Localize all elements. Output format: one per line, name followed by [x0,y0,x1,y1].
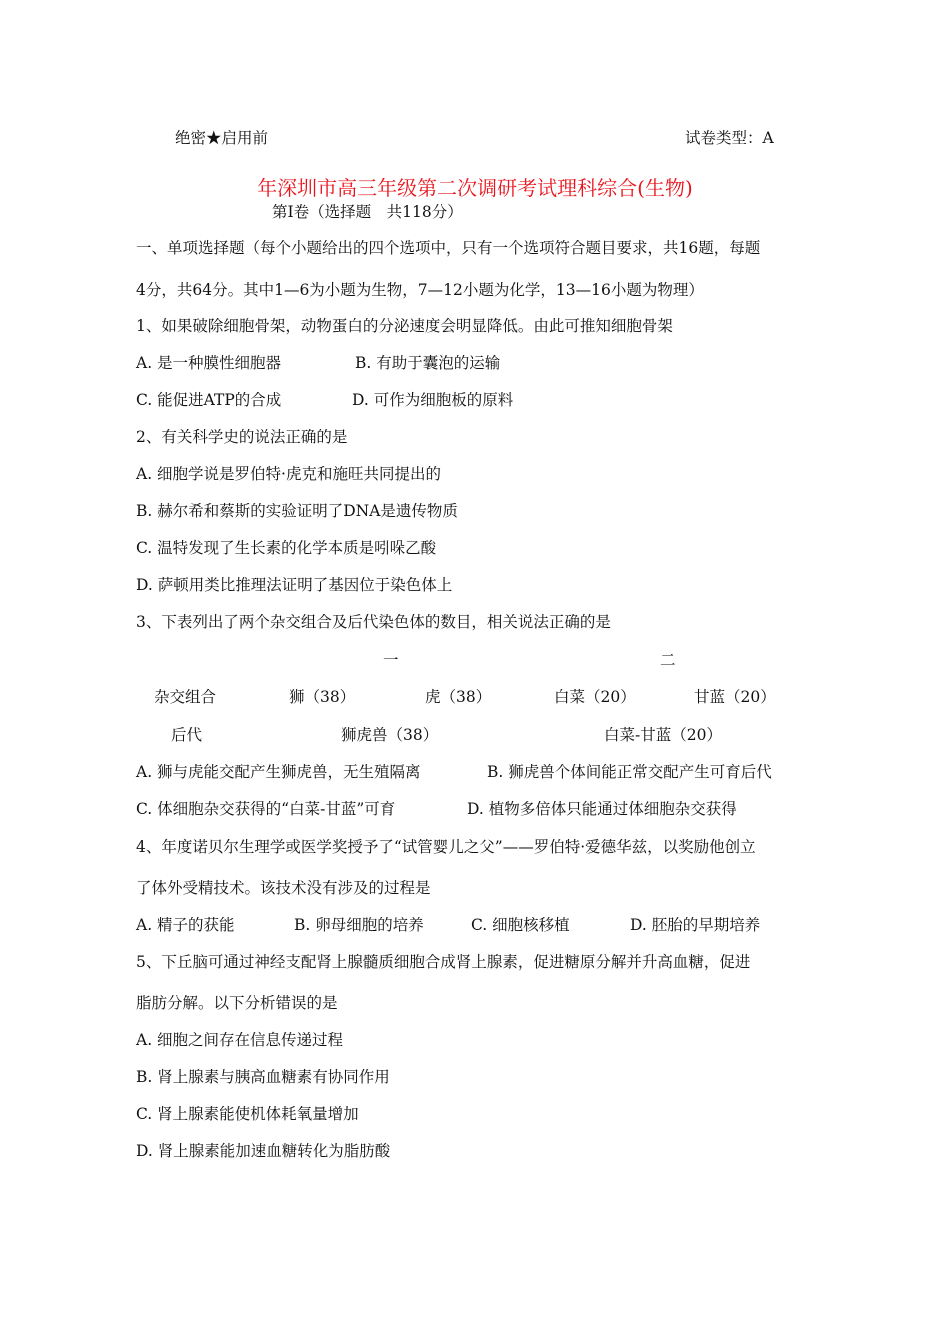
q3-table-row2-label: 后代 [171,726,203,744]
q4-option-b: B. 卵母细胞的培养 [294,916,424,934]
q1-option-b: B. 有助于囊泡的运输 [355,354,501,372]
q3-stem: 3、下表列出了两个杂交组合及后代染色体的数目，相关说法正确的是 [136,613,611,631]
instructions-line-2: 4分，共64分。其中1—6为小题为生物，7—12小题为化学，13—16小题为物理） [136,281,704,299]
q5-option-a: A. 细胞之间存在信息传递过程 [136,1031,344,1049]
q3-table-cell: 白菜-甘蓝（20） [604,726,722,744]
q2-option-d: D. 萨顿用类比推理法证明了基因位于染色体上 [136,576,453,594]
exam-title: 年深圳市高三年级第二次调研考试理科综合(生物) [257,176,693,200]
q5-option-d: D. 肾上腺素能加速血糖转化为脂肪酸 [136,1142,391,1160]
q1-option-c: C. 能促进ATP的合成 [136,391,282,409]
q5-stem-line-1: 5、下丘脑可通过神经支配肾上腺髓质细胞合成肾上腺素，促进糖原分解并升高血糖，促进 [136,953,751,971]
q3-table-row1-label: 杂交组合 [154,688,217,706]
q5-stem-line-2: 脂肪分解。以下分析错误的是 [136,994,338,1012]
q3-table-col-2: 二 [660,651,676,669]
q3-option-c: C. 体细胞杂交获得的“白菜-甘蓝”可育 [136,800,396,818]
q3-table-cell: 狮（38） [289,688,356,706]
q5-option-b: B. 肾上腺素与胰高血糖素有协同作用 [136,1068,390,1086]
q2-option-a: A. 细胞学说是罗伯特·虎克和施旺共同提出的 [136,465,441,483]
q3-table-cell: 甘蓝（20） [694,688,776,706]
q3-table-cell: 虎（38） [425,688,492,706]
secret-label: 绝密★启用前 [175,129,269,147]
paper-type-label: 试卷类型：A [685,129,774,147]
q4-stem-line-1: 4、年度诺贝尔生理学或医学奖授予了“试管婴儿之父”——罗伯特·爱德华兹，以奖励他创立 [136,838,756,856]
q3-option-a: A. 狮与虎能交配产生狮虎兽，无生殖隔离 [136,763,421,781]
section-subtitle: 第I卷（选择题 共118分） [272,203,463,221]
q3-table-col-1: 一 [383,651,399,669]
q3-table-cell: 狮虎兽（38） [341,726,439,744]
q4-option-a: A. 精子的获能 [136,916,235,934]
q5-option-c: C. 肾上腺素能使机体耗氧量增加 [136,1105,359,1123]
q2-option-b: B. 赫尔希和蔡斯的实验证明了DNA是遗传物质 [136,502,458,520]
q2-stem: 2、有关科学史的说法正确的是 [136,428,348,446]
q4-option-c: C. 细胞核移植 [471,916,570,934]
q2-option-c: C. 温特发现了生长素的化学本质是吲哚乙酸 [136,539,437,557]
instructions-line-1: 一、单项选择题（每个小题给出的四个选项中，只有一个选项符合题目要求，共16题，每题 [136,239,761,257]
q1-option-d: D. 可作为细胞板的原料 [352,391,514,409]
q3-table-cell: 白菜（20） [554,688,636,706]
q4-stem-line-2: 了体外受精技术。该技术没有涉及的过程是 [136,879,431,897]
q3-option-b: B. 狮虎兽个体间能正常交配产生可育后代 [487,763,772,781]
q4-option-d: D. 胚胎的早期培养 [630,916,761,934]
q3-option-d: D. 植物多倍体只能通过体细胞杂交获得 [467,800,737,818]
q1-stem: 1、如果破除细胞骨架，动物蛋白的分泌速度会明显降低。由此可推知细胞骨架 [136,317,673,335]
q1-option-a: A. 是一种膜性细胞器 [136,354,282,372]
